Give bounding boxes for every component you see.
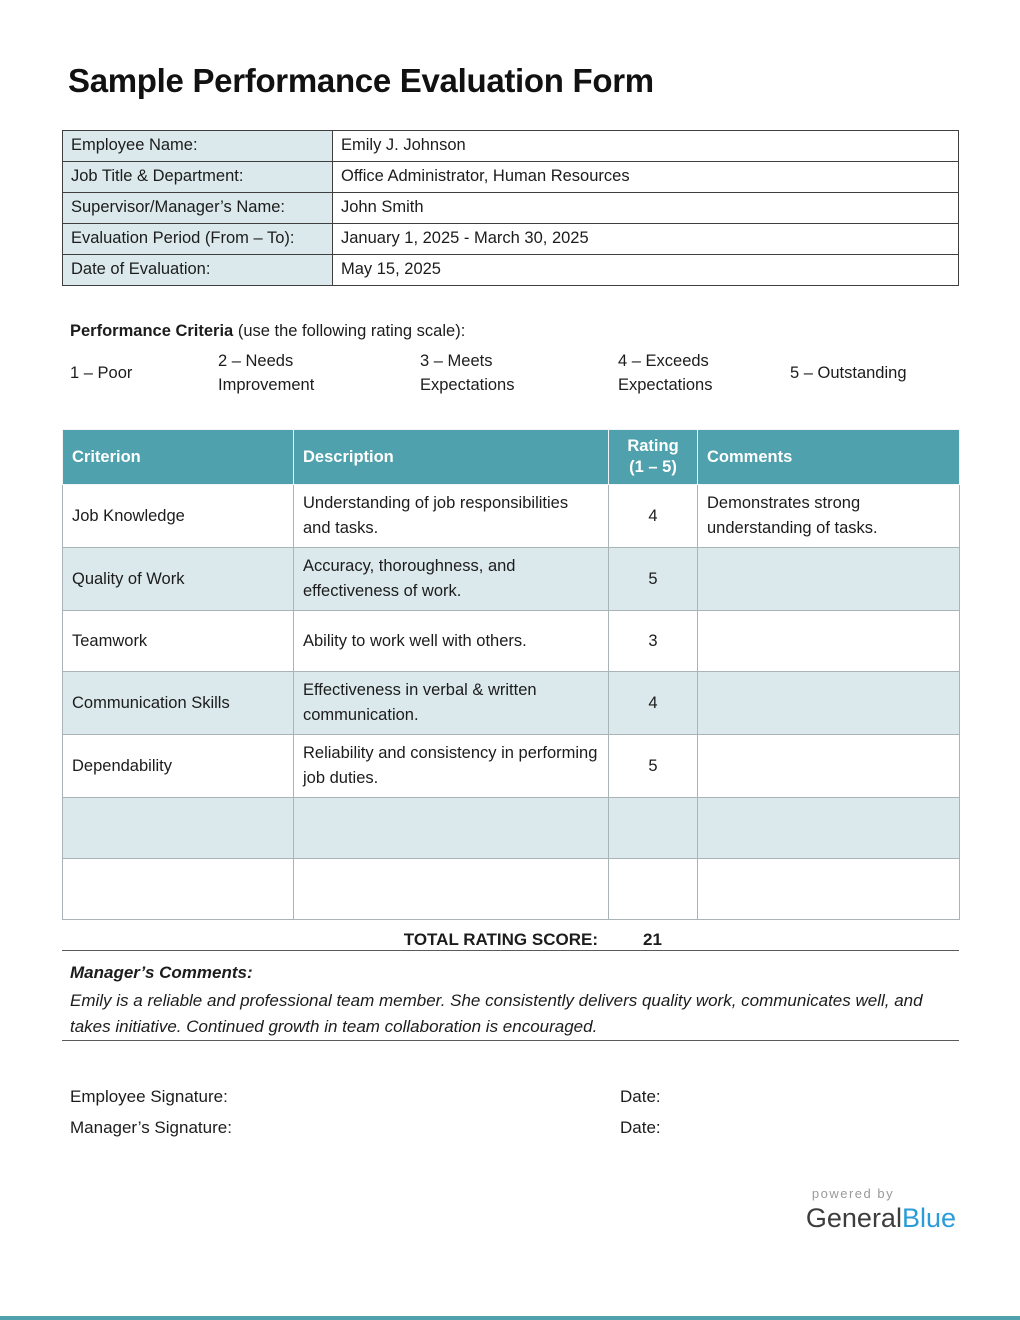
rating-level-3 xyxy=(420,349,618,397)
rating-header-line2: (1 – 5) xyxy=(629,458,677,476)
divider xyxy=(62,950,959,951)
description-cell: Ability to work well with others. xyxy=(294,611,609,672)
description-cell: Accuracy, thoroughness, and effectiveness of work. xyxy=(294,548,609,611)
table-row xyxy=(63,162,959,193)
general-blue-logo xyxy=(806,1186,956,1234)
brand-blue-text: Blue xyxy=(901,1203,956,1233)
criterion-column-header: Criterion xyxy=(63,430,294,485)
evaluation-date-label: Date of Evaluation: xyxy=(63,255,333,286)
table-row xyxy=(63,224,959,255)
comments-column-header: Comments xyxy=(698,430,960,485)
manager-comments-text: Emily is a reliable and professional team member. She consistently delivers quality work, communicates well, and takes initiative. Continued growth in team collaboration is encouraged. xyxy=(70,991,923,1036)
table-row xyxy=(63,255,959,286)
rating-level-3-text: 3 – Meets Expectations xyxy=(420,352,515,394)
table-row xyxy=(63,672,960,735)
description-column-header: Description xyxy=(294,430,609,485)
total-rating-row xyxy=(62,930,959,950)
performance-criteria-heading xyxy=(70,322,959,341)
criterion-cell: Job Knowledge xyxy=(63,485,294,548)
rating-scale-legend xyxy=(70,349,959,397)
criterion-cell xyxy=(63,798,294,859)
rating-cell xyxy=(609,859,698,920)
divider xyxy=(62,1040,959,1041)
powered-by-text: powered by xyxy=(811,1186,895,1201)
description-cell: Reliability and consistency in performing job duties. xyxy=(294,735,609,798)
comments-cell xyxy=(698,672,960,735)
document-content xyxy=(0,62,1020,1143)
comments-cell xyxy=(698,611,960,672)
rating-cell: 3 xyxy=(609,611,698,672)
rating-level-5 xyxy=(790,361,959,385)
job-title-label: Job Title & Department: xyxy=(63,162,333,193)
total-rating-value: 21 xyxy=(643,930,662,949)
table-row xyxy=(63,548,960,611)
rating-cell: 5 xyxy=(609,548,698,611)
page-bottom-accent-bar xyxy=(0,1316,1020,1320)
description-cell: Understanding of job responsibilities and tasks. xyxy=(294,485,609,548)
manager-date-label: Date: xyxy=(620,1117,661,1137)
manager-comments-label: Manager’s Comments: xyxy=(70,963,253,982)
brand-wordmark xyxy=(806,1203,956,1234)
rating-cell: 5 xyxy=(609,735,698,798)
evaluation-period-value: January 1, 2025 - March 30, 2025 xyxy=(333,224,959,255)
criterion-cell: Teamwork xyxy=(63,611,294,672)
rating-level-5-text: 5 – Outstanding xyxy=(790,364,907,382)
signature-section xyxy=(62,1081,959,1143)
rating-column-header xyxy=(609,430,698,485)
employee-info-table xyxy=(62,130,959,286)
description-cell xyxy=(294,859,609,920)
rating-cell xyxy=(609,798,698,859)
manager-signature-row xyxy=(70,1112,959,1143)
criteria-header-row xyxy=(63,430,960,485)
table-row xyxy=(63,798,960,859)
rating-level-4-text: 4 – Exceeds Expectations xyxy=(618,352,713,394)
description-cell xyxy=(294,798,609,859)
rating-level-2 xyxy=(218,349,420,397)
criterion-cell: Dependability xyxy=(63,735,294,798)
rating-level-2-text: 2 – Needs Improvement xyxy=(218,352,315,394)
criterion-cell xyxy=(63,859,294,920)
rating-level-4 xyxy=(618,349,790,397)
evaluation-date-value: May 15, 2025 xyxy=(333,255,959,286)
comments-cell: Demonstrates strong understanding of tasks. xyxy=(698,485,960,548)
table-row xyxy=(63,485,960,548)
criterion-cell: Quality of Work xyxy=(63,548,294,611)
table-row xyxy=(63,735,960,798)
employee-signature-row xyxy=(70,1081,959,1112)
total-rating-label: TOTAL RATING SCORE: xyxy=(403,930,598,949)
page-title: Sample Performance Evaluation Form xyxy=(68,62,654,99)
employee-date-label: Date: xyxy=(620,1086,661,1106)
rating-level-1 xyxy=(70,361,218,385)
evaluation-period-label: Evaluation Period (From – To): xyxy=(63,224,333,255)
criterion-cell: Communication Skills xyxy=(63,672,294,735)
criteria-table xyxy=(62,429,960,920)
comments-cell xyxy=(698,548,960,611)
employee-name-value: Emily J. Johnson xyxy=(333,131,959,162)
table-row xyxy=(63,131,959,162)
description-cell: Effectiveness in verbal & written communication. xyxy=(294,672,609,735)
supervisor-name-label: Supervisor/Manager’s Name: xyxy=(63,193,333,224)
employee-name-label: Employee Name: xyxy=(63,131,333,162)
manager-signature-label: Manager’s Signature: xyxy=(70,1117,232,1137)
comments-cell xyxy=(698,798,960,859)
table-row xyxy=(63,611,960,672)
rating-level-1-text: 1 – Poor xyxy=(70,364,133,382)
rating-cell: 4 xyxy=(609,485,698,548)
comments-cell xyxy=(698,735,960,798)
brand-general-text: General xyxy=(805,1203,902,1233)
job-title-value: Office Administrator, Human Resources xyxy=(333,162,959,193)
supervisor-name-value: John Smith xyxy=(333,193,959,224)
table-row xyxy=(63,859,960,920)
comments-cell xyxy=(698,859,960,920)
rating-header-line1: Rating xyxy=(627,437,679,455)
heading-rest-text: (use the following rating scale): xyxy=(233,322,466,340)
rating-cell: 4 xyxy=(609,672,698,735)
table-row xyxy=(63,193,959,224)
employee-signature-label: Employee Signature: xyxy=(70,1086,228,1106)
heading-bold-text: Performance Criteria xyxy=(70,322,234,340)
